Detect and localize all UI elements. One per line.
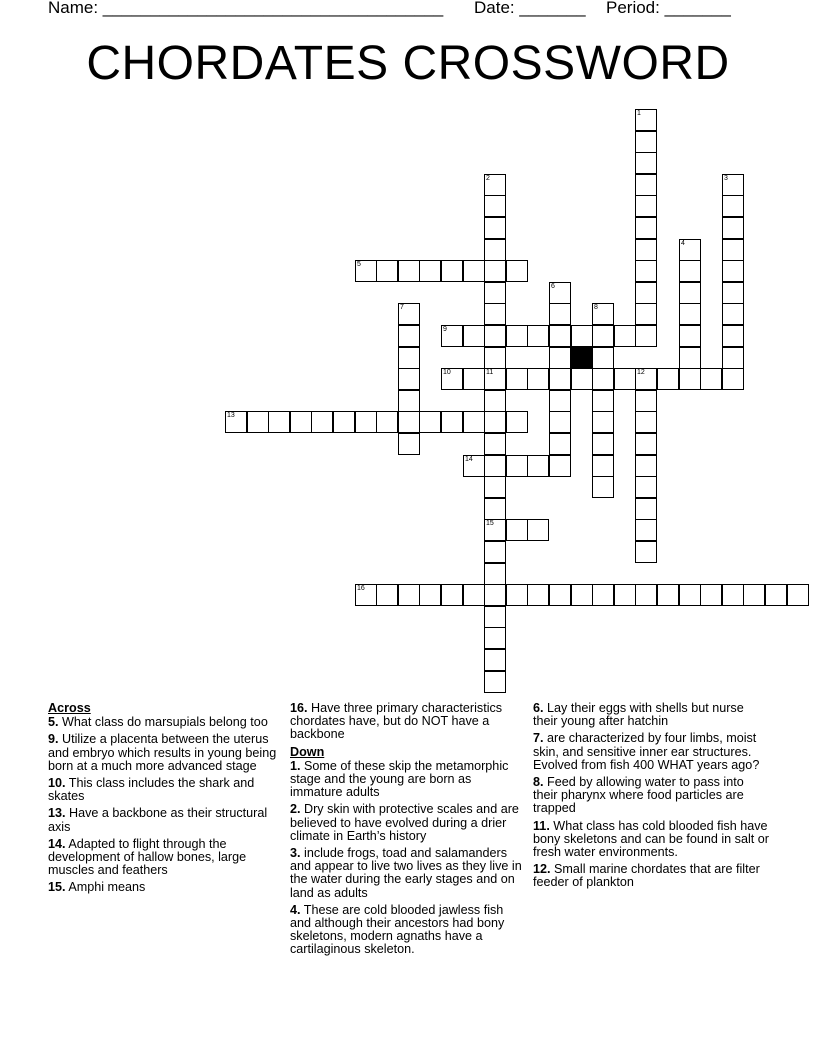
crossword-cell[interactable] — [484, 390, 506, 412]
crossword-cell[interactable] — [441, 368, 463, 390]
clue-text: Amphi means — [65, 880, 146, 895]
crossword-cell[interactable] — [484, 455, 506, 477]
clue-number: 16 — [357, 585, 365, 592]
crossword-cell[interactable] — [592, 325, 614, 347]
crossword-cell[interactable] — [592, 584, 614, 606]
crossword-cell[interactable] — [679, 368, 701, 390]
clue-text: Adapted to flight through the development of hallow bones, large muscles and feathers — [48, 836, 247, 878]
crossword-cell[interactable] — [592, 390, 614, 412]
crossword-cell[interactable] — [635, 325, 657, 347]
crossword-cell[interactable] — [614, 325, 636, 347]
crossword-cell[interactable] — [679, 260, 701, 282]
down-clue — [290, 847, 522, 900]
down-clue — [290, 803, 522, 843]
crossword-cell[interactable] — [635, 260, 657, 282]
clue-number: 15. — [48, 880, 66, 895]
crossword-cell[interactable] — [419, 260, 441, 282]
crossword-cell[interactable] — [635, 411, 657, 433]
clue-text: Feed by allowing water to pass into their pharynx where food particles are trapped — [533, 775, 744, 816]
crossword-cell[interactable] — [657, 584, 679, 606]
crossword-cell[interactable] — [787, 584, 809, 606]
clue-number: 8 — [594, 304, 598, 311]
crossword-cell[interactable] — [484, 671, 506, 693]
clue-number: 1. — [290, 758, 301, 773]
down-clue — [533, 863, 769, 889]
clue-number: 5 — [357, 261, 361, 268]
crossword-cell[interactable] — [635, 584, 657, 606]
crossword-cell[interactable] — [722, 368, 744, 390]
crossword-cell[interactable] — [635, 131, 657, 153]
crossword-cell[interactable] — [722, 303, 744, 325]
crossword-cell[interactable] — [484, 584, 506, 606]
crossword-cell[interactable] — [592, 368, 614, 390]
across-clue — [48, 838, 278, 878]
crossword-cell[interactable] — [419, 584, 441, 606]
clue-number: 12 — [637, 369, 645, 376]
period-field[interactable]: Period: _______ — [606, 0, 731, 17]
crossword-cell[interactable] — [484, 519, 506, 541]
name-field[interactable]: Name: ____________________________________ — [48, 0, 444, 17]
crossword-cell[interactable] — [484, 325, 506, 347]
crossword-cell[interactable] — [635, 433, 657, 455]
clue-number: 11. — [533, 818, 550, 833]
crossword-cell[interactable] — [722, 217, 744, 239]
crossword-cell[interactable] — [635, 498, 657, 520]
crossword-cell[interactable] — [635, 541, 657, 563]
crossword-cell[interactable] — [679, 325, 701, 347]
crossword-cell[interactable] — [549, 303, 571, 325]
crossword-cell[interactable] — [571, 584, 593, 606]
crossword-cell[interactable] — [635, 368, 657, 390]
clue-text: What class has cold blooded fish have bony skeletons and can be found in salt or fresh water environments. — [533, 818, 769, 860]
crossword-cell[interactable] — [225, 411, 247, 433]
crossword-cell[interactable] — [527, 519, 549, 541]
clue-number: 6. — [533, 701, 544, 715]
crossword-cell[interactable] — [463, 368, 485, 390]
clue-number: 13. — [48, 806, 66, 821]
crossword-cell[interactable] — [398, 433, 420, 455]
crossword-cell[interactable] — [463, 325, 485, 347]
clue-number: 3. — [290, 846, 301, 861]
crossword-cell[interactable] — [376, 584, 398, 606]
down-clue — [290, 904, 522, 957]
clue-number: 6 — [551, 283, 555, 290]
clue-text: Have three primary characteristics chordates have, but do NOT have a backbone — [290, 701, 503, 742]
crossword-cell[interactable] — [592, 433, 614, 455]
crossword-cell[interactable] — [549, 282, 571, 304]
crossword-cell[interactable] — [441, 584, 463, 606]
crossword-cell[interactable] — [484, 282, 506, 304]
crossword-cell[interactable] — [592, 455, 614, 477]
across-clue — [48, 733, 278, 773]
clue-number: 1 — [637, 110, 641, 117]
crossword-cell[interactable] — [441, 325, 463, 347]
crossword-cell[interactable] — [506, 411, 528, 433]
crossword-cell[interactable] — [355, 411, 377, 433]
crossword-cell[interactable] — [484, 627, 506, 649]
crossword-cell[interactable] — [549, 347, 571, 369]
crossword-cell[interactable] — [571, 368, 593, 390]
crossword-cell[interactable] — [484, 239, 506, 261]
clue-number: 14. — [48, 836, 66, 851]
clue-number: 8. — [533, 775, 544, 790]
crossword-cell[interactable] — [247, 411, 269, 433]
crossword-cell[interactable] — [484, 368, 506, 390]
crossword-cell[interactable] — [635, 390, 657, 412]
clue-number: 9 — [443, 326, 447, 333]
crossword-cell[interactable] — [743, 584, 765, 606]
crossword-cell[interactable] — [635, 455, 657, 477]
clue-number: 14 — [465, 456, 473, 463]
crossword-cell[interactable] — [614, 368, 636, 390]
clue-text: are characterized by four limbs, moist skin, and sensitive inner ear structures. Evolved from fish 400 WHAT years ago? — [533, 731, 760, 772]
crossword-cell[interactable] — [635, 303, 657, 325]
crossword-cell[interactable] — [441, 411, 463, 433]
crossword-cell[interactable] — [592, 411, 614, 433]
clue-number: 13 — [227, 412, 235, 419]
crossword-cell[interactable] — [463, 584, 485, 606]
crossword-cell[interactable] — [635, 174, 657, 196]
crossword-cell[interactable] — [484, 174, 506, 196]
clue-text: Small marine chordates that are filter feeder of plankton — [533, 862, 760, 890]
crossword-cell[interactable] — [549, 368, 571, 390]
crossword-cell[interactable] — [484, 541, 506, 563]
crossword-cell[interactable] — [398, 347, 420, 369]
across-heading: Across — [48, 701, 91, 715]
crossword-cell[interactable] — [398, 390, 420, 412]
crossword-cell[interactable] — [506, 584, 528, 606]
clue-number: 2. — [290, 802, 301, 817]
crossword-cell[interactable] — [549, 325, 571, 347]
across-clue — [48, 881, 278, 894]
across-clue — [290, 702, 522, 742]
date-field[interactable]: Date: _______ — [474, 0, 586, 17]
crossword-cell[interactable] — [463, 411, 485, 433]
crossword-cell[interactable] — [419, 411, 441, 433]
clue-text: Some of these skip the metamorphic stage and the young are born as immature adults — [290, 758, 509, 800]
crossword-cell[interactable] — [355, 260, 377, 282]
clue-number: 3 — [724, 175, 728, 182]
clue-text: Lay their eggs with shells but nurse their young after hatchin — [533, 701, 744, 729]
crossword-cell[interactable] — [722, 584, 744, 606]
clue-column-2 — [290, 702, 522, 961]
crossword-cell[interactable] — [376, 260, 398, 282]
crossword-cell[interactable] — [679, 303, 701, 325]
crossword-cell[interactable] — [398, 303, 420, 325]
crossword-cell[interactable] — [506, 260, 528, 282]
crossword-cell[interactable] — [527, 325, 549, 347]
clue-number: 10. — [48, 776, 66, 791]
crossword-cell[interactable] — [355, 584, 377, 606]
crossword-cell[interactable] — [635, 476, 657, 498]
crossword-cell[interactable] — [398, 368, 420, 390]
crossword-cell[interactable] — [506, 325, 528, 347]
crossword-cell[interactable] — [484, 217, 506, 239]
crossword-cell[interactable] — [506, 519, 528, 541]
black-square — [571, 347, 593, 369]
crossword-cell[interactable] — [592, 476, 614, 498]
crossword-cell[interactable] — [679, 239, 701, 261]
crossword-cell[interactable] — [398, 260, 420, 282]
crossword-cell[interactable] — [722, 195, 744, 217]
crossword-cell[interactable] — [463, 455, 485, 477]
crossword-cell[interactable] — [679, 584, 701, 606]
crossword-cell[interactable] — [398, 584, 420, 606]
clue-text: Utilize a placenta between the uterus and embryo which results in young being born at a much more advanced stage — [48, 732, 277, 773]
clue-number: 2 — [486, 175, 490, 182]
crossword-cell[interactable] — [635, 282, 657, 304]
crossword-cell[interactable] — [463, 260, 485, 282]
crossword-cell[interactable] — [722, 325, 744, 347]
clue-number: 11 — [486, 369, 494, 376]
crossword-cell[interactable] — [592, 303, 614, 325]
clue-text: include frogs, toad and salamanders and appear to live two lives as they live in the water during the early stages and on land as adults — [290, 846, 522, 900]
crossword-cell[interactable] — [506, 455, 528, 477]
crossword-cell[interactable] — [679, 282, 701, 304]
clue-number: 12. — [533, 862, 551, 877]
crossword-cell[interactable] — [549, 411, 571, 433]
crossword-cell[interactable] — [484, 303, 506, 325]
clue-text: What class do marsupials belong too — [58, 715, 268, 730]
crossword-cell[interactable] — [765, 584, 787, 606]
down-clue — [533, 776, 769, 816]
across-clue — [48, 807, 278, 833]
crossword-cell[interactable] — [635, 195, 657, 217]
clue-text: This class includes the shark and skates — [48, 776, 255, 804]
crossword-cell[interactable] — [592, 347, 614, 369]
page-title: CHORDATES CROSSWORD — [86, 37, 730, 90]
clue-column-1 — [48, 702, 278, 899]
crossword-cell[interactable] — [484, 563, 506, 585]
clue-number: 16. — [290, 701, 308, 715]
crossword-cell[interactable] — [398, 411, 420, 433]
crossword-cell[interactable] — [484, 411, 506, 433]
clue-text: Have a backbone as their structural axis — [48, 806, 268, 834]
across-clue — [48, 777, 278, 803]
clue-number: 9. — [48, 732, 59, 747]
crossword-cell[interactable] — [376, 411, 398, 433]
crossword-cell[interactable] — [722, 347, 744, 369]
crossword-cell[interactable] — [484, 649, 506, 671]
down-clue — [533, 820, 769, 860]
crossword-cell[interactable] — [484, 260, 506, 282]
crossword-cell[interactable] — [484, 433, 506, 455]
crossword-cell[interactable] — [484, 606, 506, 628]
crossword-cell[interactable] — [484, 476, 506, 498]
crossword-cell[interactable] — [527, 455, 549, 477]
clue-number: 5. — [48, 715, 59, 730]
crossword-cell[interactable] — [549, 455, 571, 477]
crossword-cell[interactable] — [333, 411, 355, 433]
down-clue — [533, 702, 769, 728]
crossword-cell[interactable] — [679, 347, 701, 369]
crossword-cell[interactable] — [311, 411, 333, 433]
crossword-cell[interactable] — [657, 368, 679, 390]
crossword-cell[interactable] — [527, 584, 549, 606]
clue-text: These are cold blooded jawless fish and although their ancestors had bony skeletons, modern agnaths have a cartilaginous skeleton. — [290, 902, 505, 957]
down-heading: Down — [290, 744, 325, 759]
crossword-cell[interactable] — [398, 325, 420, 347]
crossword-cell[interactable] — [290, 411, 312, 433]
crossword-cell[interactable] — [635, 109, 657, 131]
clue-number: 15 — [486, 520, 494, 527]
crossword-cell[interactable] — [722, 174, 744, 196]
crossword-cell[interactable] — [268, 411, 290, 433]
crossword-cell[interactable] — [441, 260, 463, 282]
crossword-cell[interactable] — [700, 584, 722, 606]
clue-number: 10 — [443, 369, 451, 376]
crossword-cell[interactable] — [635, 217, 657, 239]
crossword-cell[interactable] — [614, 584, 636, 606]
crossword-cell[interactable] — [506, 368, 528, 390]
crossword-cell[interactable] — [635, 152, 657, 174]
crossword-cell[interactable] — [484, 347, 506, 369]
crossword-cell[interactable] — [722, 239, 744, 261]
down-clue — [290, 760, 522, 800]
crossword-cell[interactable] — [700, 368, 722, 390]
crossword-cell[interactable] — [549, 390, 571, 412]
clue-number: 4. — [290, 902, 301, 917]
crossword-cell[interactable] — [722, 282, 744, 304]
crossword-cell[interactable] — [484, 498, 506, 520]
clue-number: 7. — [533, 731, 544, 746]
crossword-cell[interactable] — [527, 368, 549, 390]
crossword-cell[interactable] — [635, 519, 657, 541]
clue-text: Dry skin with protective scales and are believed to have evolved during a drier climate in Earth’s history — [290, 802, 519, 843]
crossword-cell[interactable] — [484, 195, 506, 217]
down-clue — [533, 732, 769, 772]
clue-number: 4 — [681, 240, 685, 247]
crossword-cell[interactable] — [635, 239, 657, 261]
across-clue — [48, 716, 278, 729]
crossword-cell[interactable] — [549, 584, 571, 606]
crossword-cell[interactable] — [549, 433, 571, 455]
clue-column-3 — [533, 702, 769, 894]
clue-number: 7 — [400, 304, 404, 311]
crossword-cell[interactable] — [722, 260, 744, 282]
crossword-cell[interactable] — [571, 325, 593, 347]
